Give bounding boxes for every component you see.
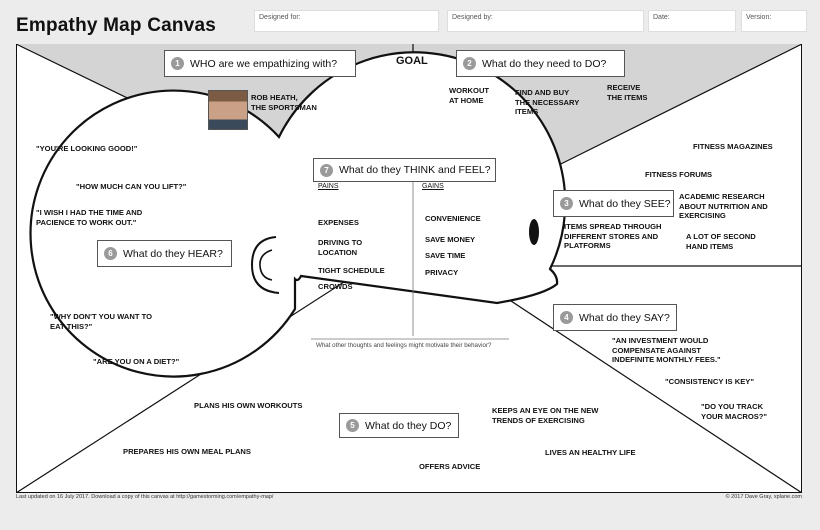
need-item-1-l2: THE NECESSARY xyxy=(515,97,580,107)
badge-5: 5 xyxy=(346,419,359,432)
think-section-label xyxy=(313,158,496,182)
persona-name xyxy=(251,93,317,112)
need-item xyxy=(515,88,579,117)
gain-item: SAVE MONEY xyxy=(425,235,476,244)
persona-avatar xyxy=(208,90,248,130)
hear-section-label xyxy=(97,240,232,267)
do-item xyxy=(492,406,598,425)
see-item: FITNESS FORUMS xyxy=(645,170,713,179)
need-item xyxy=(607,83,648,102)
badge-7: 7 xyxy=(320,164,333,177)
hear-item: "ARE YOU ON A DIET?" xyxy=(93,357,180,366)
badge-2: 2 xyxy=(463,57,476,70)
see-item-3-l3: PLATFORMS xyxy=(564,241,611,250)
designed-for-field[interactable]: Designed for: xyxy=(254,10,439,32)
say-section-label xyxy=(553,304,677,331)
do-item: OFFERS ADVICE xyxy=(419,462,481,471)
hear-item: "HOW MUCH CAN YOU LIFT?" xyxy=(76,182,187,191)
say-item xyxy=(701,402,767,421)
do-section-label xyxy=(339,413,459,438)
gain-item: CONVENIENCE xyxy=(425,214,481,223)
need-item xyxy=(449,86,489,105)
do-need-label: What do they need to DO? xyxy=(482,57,607,70)
see-item-2-l1: ACADEMIC RESEARCH xyxy=(679,192,765,201)
pain-item: EXPENSES xyxy=(318,218,359,227)
date-field[interactable]: Date: xyxy=(648,10,736,32)
badge-3: 3 xyxy=(560,197,573,210)
hear-label: What do they HEAR? xyxy=(123,247,223,260)
need-item-1-l1: FIND AND BUY xyxy=(515,88,570,97)
need-item-1-l3: ITEMS xyxy=(515,107,539,116)
badge-6: 6 xyxy=(104,247,117,260)
see-item-3-l2: DIFFERENT STORES AND xyxy=(564,231,659,241)
hear-item xyxy=(50,312,152,331)
page-title: Empathy Map Canvas xyxy=(16,15,216,36)
need-item-2-l2: THE ITEMS xyxy=(607,92,648,102)
footer-copyright: © 2017 Dave Gray, xplane.com xyxy=(725,494,802,500)
pain-item-1-l2: LOCATION xyxy=(318,247,358,257)
do-need-section-label xyxy=(456,50,625,77)
say-item-0-l2: COMPENSATE AGAINST xyxy=(612,345,702,355)
hear-item-2-l2: PACIENCE TO WORK OUT." xyxy=(36,217,137,227)
goal-label: GOAL xyxy=(396,55,428,67)
do-item: PREPARES HIS OWN MEAL PLANS xyxy=(123,447,251,456)
eye xyxy=(529,219,539,245)
badge-4: 4 xyxy=(560,311,573,324)
see-item xyxy=(564,222,661,251)
do-item-3-l2: TRENDS OF EXERCISING xyxy=(492,415,585,425)
do-item-3-l1: KEEPS AN EYE ON THE NEW xyxy=(492,406,599,415)
persona-line2: THE SPORTSMAN xyxy=(251,102,317,112)
gain-item: SAVE TIME xyxy=(425,251,466,260)
say-item xyxy=(612,336,721,365)
need-item-2-l1: RECEIVE xyxy=(607,83,641,92)
see-item xyxy=(686,232,756,251)
gains-label: GAINS xyxy=(422,183,444,190)
pain-item-1-l1: DRIVING TO xyxy=(318,238,363,247)
persona-line1: ROB HEATH, xyxy=(251,93,298,102)
need-item-0-l1: WORKOUT xyxy=(449,86,490,95)
see-item-4-l1: A LOT OF SECOND xyxy=(686,232,756,241)
see-item: FITNESS MAGAZINES xyxy=(693,142,773,151)
think-label: What do they THINK and FEEL? xyxy=(339,164,491,176)
version-field[interactable]: Version: xyxy=(741,10,807,32)
see-item-3-l1: ITEMS SPREAD THROUGH xyxy=(564,222,662,231)
do-label: What do they DO? xyxy=(365,419,452,432)
see-item-2-l2: ABOUT NUTRITION AND xyxy=(679,201,768,211)
hear-item: "YOU'RE LOOKING GOOD!" xyxy=(36,144,138,153)
who-label: WHO are we empathizing with? xyxy=(190,57,338,70)
see-label: What do they SEE? xyxy=(579,197,671,210)
other-thoughts-prompt: What other thoughts and feelings might motivate their behavior? xyxy=(316,342,492,349)
pain-item: CROWDS xyxy=(318,282,353,291)
say-item: "CONSISTENCY IS KEY" xyxy=(665,377,754,386)
say-item-2-l2: YOUR MACROS?" xyxy=(701,411,768,421)
need-item-0-l2: AT HOME xyxy=(449,95,484,105)
do-item: LIVES AN HEALTHY LIFE xyxy=(545,448,636,457)
say-item-0-l3: INDEFINITE MONTHLY FEES." xyxy=(612,355,721,364)
gain-item: PRIVACY xyxy=(425,268,459,277)
hear-item xyxy=(36,208,142,227)
pains-label: PAINS xyxy=(318,183,339,190)
say-label: What do they SAY? xyxy=(579,311,670,324)
pain-item xyxy=(318,238,362,257)
say-item-0-l1: "AN INVESTMENT WOULD xyxy=(612,336,709,345)
hear-item-3-l2: EAT THIS?" xyxy=(50,321,93,331)
pain-item: TIGHT SCHEDULE xyxy=(318,266,385,275)
who-section-label xyxy=(164,50,356,77)
designed-by-field[interactable]: Designed by: xyxy=(447,10,644,32)
see-item xyxy=(679,192,768,221)
see-section-label xyxy=(553,190,674,217)
say-item-2-l1: "DO YOU TRACK xyxy=(701,402,764,411)
see-item-2-l3: EXERCISING xyxy=(679,211,726,220)
hear-item-3-l1: "WHY DON'T YOU WANT TO xyxy=(50,312,153,321)
badge-1: 1 xyxy=(171,57,184,70)
do-item: PLANS HIS OWN WORKOUTS xyxy=(194,401,303,410)
see-item-4-l2: HAND ITEMS xyxy=(686,241,734,251)
footer-updated: Last updated on 16 July 2017. Download a copy of this canvas at http://gamestorming.com/empathy-map/ xyxy=(16,494,274,500)
hear-item-2-l1: "I WISH I HAD THE TIME AND xyxy=(36,208,143,217)
